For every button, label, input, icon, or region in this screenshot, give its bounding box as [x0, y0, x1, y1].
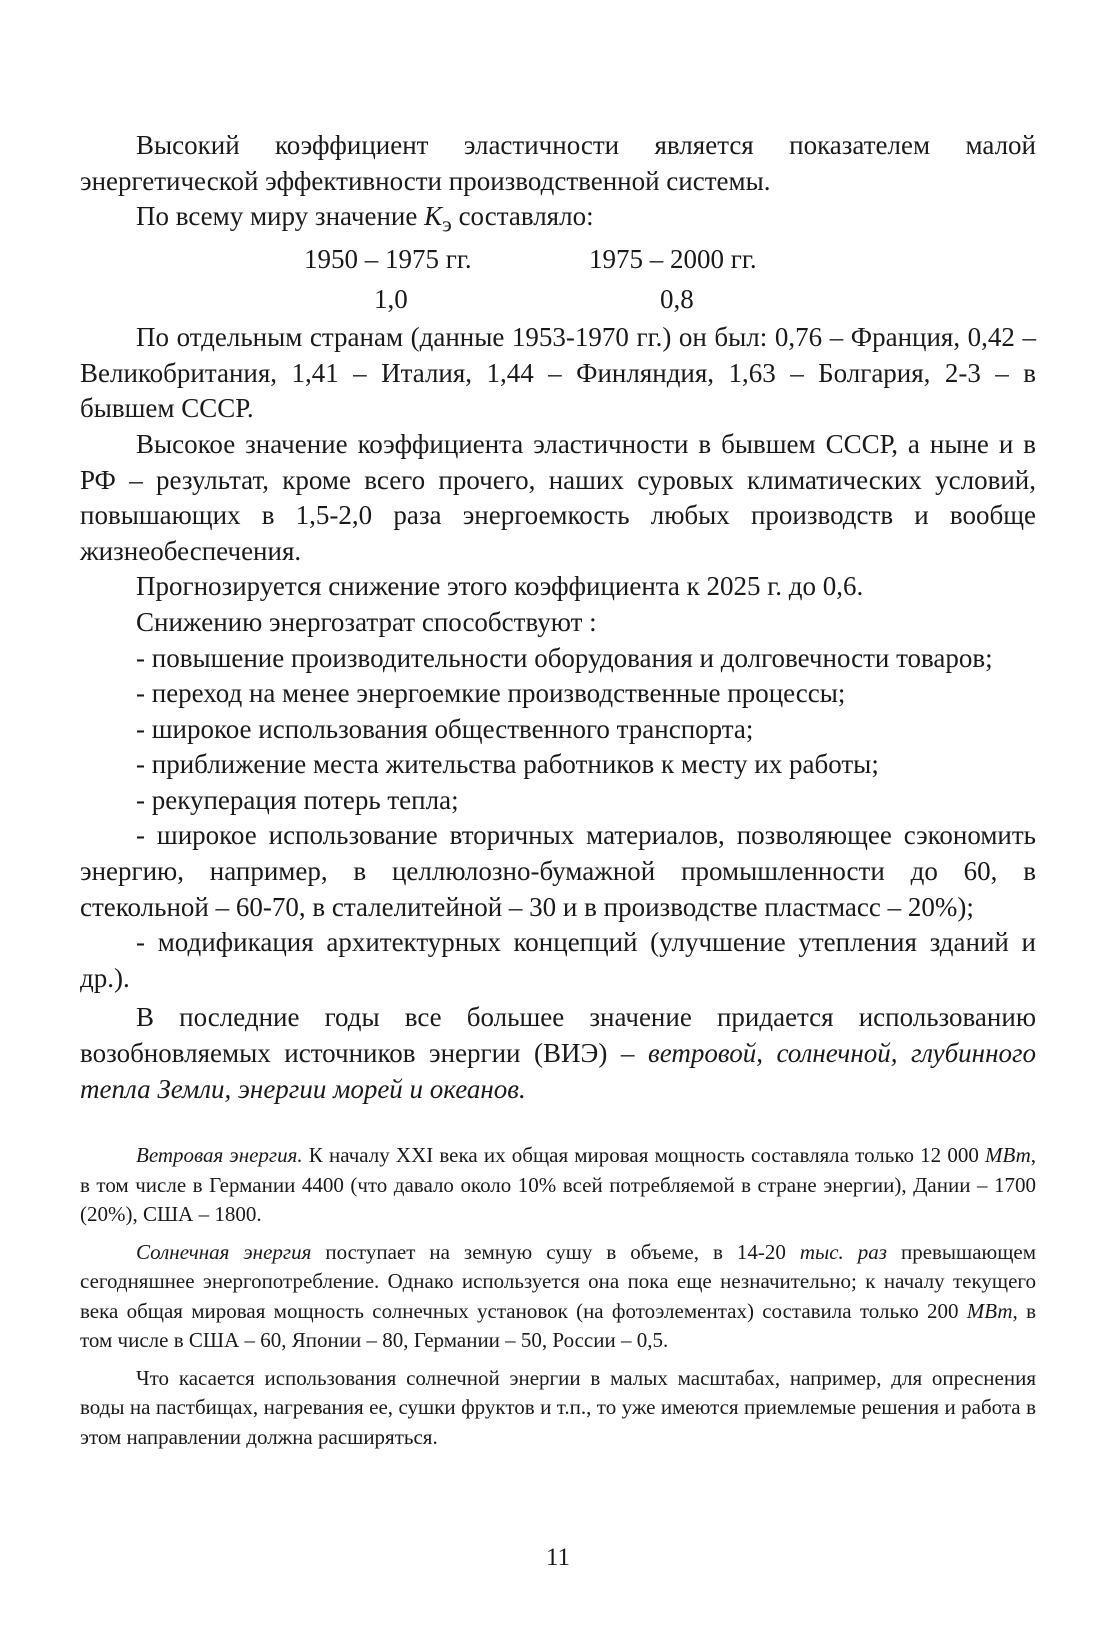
- small-text: [80, 1141, 1036, 1460]
- text-fragment: В последние годы все большее значение придается использованию возобновляемых источников энергии (ВИЭ) –: [80, 1002, 1036, 1069]
- list-item: - рекуперация потерь тепла;: [136, 784, 459, 815]
- list-item: - приближение места жительства работников к месту их работы;: [136, 749, 879, 780]
- renewables-list: ветровой, солнечной, глубинного тепла Земли, энергии морей и океанов.: [80, 1038, 1036, 1104]
- paragraph-wind: [80, 1141, 1036, 1230]
- period-value: 1,0: [374, 284, 408, 315]
- paragraph-forecast: Прогнозируется снижение этого коэффициента к 2025 г. до 0,6.: [136, 571, 864, 602]
- text-fragment: поступает на земную сушу в объеме, в 14-20: [311, 1239, 800, 1264]
- text-fragment: превышающем сегодняшнее энергопотребление. Однако используется она пока еще незначительно; к началу текущего века общая мировая мощность солнечных установок (на фотоэлементах) составила только 200: [80, 1239, 1037, 1323]
- list-item: - широкое использование вторичных материалов, позволяющее сэкономить энергию, например, в целлюлозно-бумажной промышленности до 60, в стекольной – 60-70, в сталелитейной – 30 и в производстве пластмасс – 20%);: [80, 820, 1036, 922]
- period-label: 1950 – 1975 гг.: [304, 244, 472, 275]
- coefficient-subscript: э: [442, 211, 452, 237]
- coefficient-symbol: K: [424, 201, 443, 232]
- paragraph-elasticity: Высокий коэффициент эластичности является показателем малой энергетической эффективности производственной системы.: [80, 130, 1036, 196]
- page-number: 11: [545, 1544, 571, 1571]
- text-fragment: По всему миру значение: [136, 201, 425, 232]
- text-fragment: , в том числе в США – 60, Японии – 80, Германии – 50, России – 0,5.: [80, 1298, 1036, 1352]
- text-fragment: К началу XXI века их общая мировая мощность составляла только 12 000: [302, 1143, 985, 1167]
- periods-row: [80, 242, 1036, 282]
- paragraph-ussr: Высокое значение коэффициента эластичности в бывшем СССР, а ныне и в РФ – результат, кроме всего прочего, наших суровых климатических условий, повышающих в 1,5-2,0 раза энергоемкость любых производств и вообще жизнеобеспечения.: [80, 428, 1036, 566]
- paragraph-renewables: [80, 1000, 1036, 1107]
- paragraph-small-scale: Что касается использования солнечной энергии в малых масштабах, например, для опреснения воды на пастбищах, нагревания ее, сушки фруктов и т.п., то уже имеются приемлемые решения и работа в этом направлении должна расширяться.: [80, 1365, 1036, 1449]
- text-fragment: , в том числе в Германии 4400 (что давало около 10% всей потребляемой в стране энергии), Дании – 1700 (20%), США – 1800.: [80, 1143, 1036, 1226]
- values-row: [80, 282, 1036, 320]
- term-solar: Солнечная энергия: [136, 1239, 312, 1264]
- term-wind: Ветровая энергия.: [136, 1143, 303, 1167]
- list-item: - модификация архитектурных концепций (улучшение утепления зданий и др.).: [80, 927, 1036, 993]
- text-fragment: составляло:: [451, 201, 594, 232]
- list-item: - повышение производительности оборудования и долговечности товаров;: [136, 642, 993, 673]
- main-text: [80, 128, 1036, 1107]
- multiplier: тыс. раз: [799, 1239, 887, 1264]
- unit: МВт: [985, 1143, 1031, 1167]
- unit: МВт: [966, 1298, 1013, 1323]
- paragraph-solar: [80, 1238, 1036, 1356]
- period-value: 0,8: [660, 284, 694, 315]
- paragraph-countries: По отдельным странам (данные 1953-1970 гг.) он был: 0,76 – Франция, 0,42 – Великобритания, 1,41 – Италия, 1,44 – Финляндия, 1,63 – Болгария, 2-3 – в бывшем СССР.: [80, 322, 1036, 424]
- period-label: 1975 – 2000 гг.: [589, 244, 757, 275]
- list-item: - широкое использования общественного транспорта;: [136, 713, 754, 744]
- paragraph-world-value: [80, 199, 1036, 242]
- list-item: - переход на менее энергоемкие производственные процессы;: [136, 678, 846, 709]
- paragraph-list-intro: Снижению энергозатрат способствуют :: [136, 606, 597, 637]
